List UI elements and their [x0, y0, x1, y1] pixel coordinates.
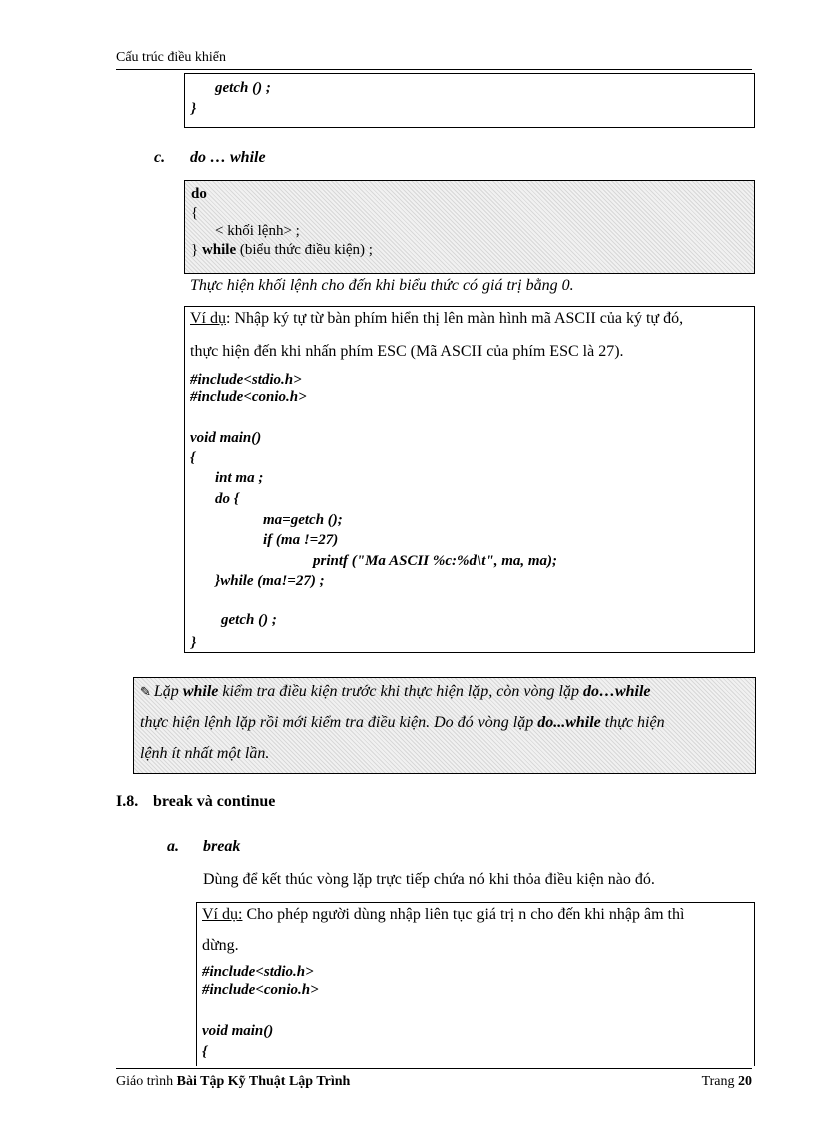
- vidu-label: Ví dụ: [190, 310, 226, 327]
- note-text: Lặp: [153, 683, 183, 700]
- example-desc-line1: [190, 310, 683, 328]
- code-line: #include<stdio.h>: [190, 372, 302, 388]
- note-text: thực hiện: [600, 714, 665, 731]
- note-line3: lệnh ít nhất một lần.: [140, 745, 270, 762]
- code-line: #include<stdio.h>: [202, 964, 314, 980]
- note-line1: [140, 683, 651, 701]
- footer-book: [116, 1074, 350, 1090]
- code-line: if (ma !=27): [263, 532, 339, 548]
- code-line: }: [191, 635, 197, 651]
- code-box-getch: [184, 73, 755, 128]
- syntax-close-brace: }: [191, 242, 199, 258]
- footer-page: [702, 1074, 752, 1090]
- code-line: printf ("Ma ASCII %c:%d\t", ma, ma);: [313, 553, 558, 569]
- example-desc-text: Cho phép người dùng nhập liên tục giá trị n cho đến khi nhập âm thì: [242, 906, 685, 923]
- syntax-do: do: [191, 186, 207, 202]
- syntax-while-keyword: while: [201, 242, 237, 258]
- footer-book-title: Bài Tập Kỹ Thuật Lập Trình: [176, 1074, 351, 1089]
- note-text: thực hiện lệnh lặp rồi mới kiểm tra điều kiện. Do đó vòng lặp: [140, 714, 538, 731]
- example-desc-text: : Nhập ký tự từ bàn phím hiển thị lên màn hình mã ASCII của ký tự đó,: [226, 310, 684, 327]
- syntax-note: Thực hiện khối lệnh cho đến khi biểu thức có giá trị bằng 0.: [190, 277, 574, 294]
- code-line: int ma ;: [215, 470, 264, 486]
- syntax-box: [184, 180, 755, 274]
- footer-page-number: 20: [738, 1074, 752, 1089]
- footer-rule: [116, 1068, 752, 1069]
- code-line: {: [190, 450, 196, 466]
- example-box-do-while: [184, 306, 755, 653]
- example-desc-line2: dừng.: [202, 937, 239, 954]
- code-line: do {: [215, 491, 239, 507]
- example-desc-line2: thực hiện đến khi nhấn phím ESC (Mã ASCII của phím ESC là 27).: [190, 343, 624, 360]
- code-line: void main(): [202, 1023, 274, 1039]
- section-number: I.8.: [116, 793, 139, 810]
- code-line: #include<conio.h>: [202, 982, 319, 998]
- syntax-while-line: [191, 242, 373, 259]
- section-desc: Dùng để kết thúc vòng lặp trực tiếp chứa nó khi thỏa điều kiện nào đó.: [203, 871, 655, 888]
- code-line: void main(): [190, 430, 262, 446]
- code-line: getch () ;: [215, 80, 271, 96]
- syntax-condition: (biểu thức điều kiện) ;: [239, 242, 373, 258]
- code-line: }: [191, 101, 197, 117]
- footer-prefix: Giáo trình: [116, 1074, 177, 1089]
- example-box-break: [196, 902, 755, 1066]
- note-line2: [140, 714, 665, 732]
- note-keyword-do-while: do…while: [582, 683, 651, 700]
- note-box: [133, 677, 756, 774]
- code-line: getch () ;: [221, 612, 277, 628]
- section-heading: break và continue: [153, 793, 276, 810]
- syntax-body: < khối lệnh> ;: [215, 223, 300, 239]
- section-letter: c.: [154, 149, 166, 166]
- note-keyword-while: while: [182, 683, 219, 700]
- vidu-label: Ví dụ:: [202, 906, 243, 923]
- footer-page-label: Trang: [701, 1074, 738, 1089]
- code-line: #include<conio.h>: [190, 389, 307, 405]
- code-line: ma=getch ();: [263, 512, 343, 528]
- page-header: Cấu trúc điều khiển: [116, 50, 227, 65]
- section-title: break: [203, 838, 241, 855]
- section-title: do … while: [190, 149, 266, 166]
- code-line: }while (ma!=27) ;: [215, 573, 325, 589]
- note-text: kiểm tra điều kiện trước khi thực hiện lặp, còn vòng lặp: [218, 683, 583, 700]
- code-line: {: [202, 1044, 208, 1060]
- header-rule: [116, 69, 752, 70]
- syntax-open-brace: {: [191, 205, 199, 221]
- example-desc-line1: [202, 906, 684, 924]
- note-keyword-do-while: do...while: [537, 714, 601, 731]
- pencil-icon: ✎: [140, 684, 151, 699]
- section-letter: a.: [167, 838, 179, 855]
